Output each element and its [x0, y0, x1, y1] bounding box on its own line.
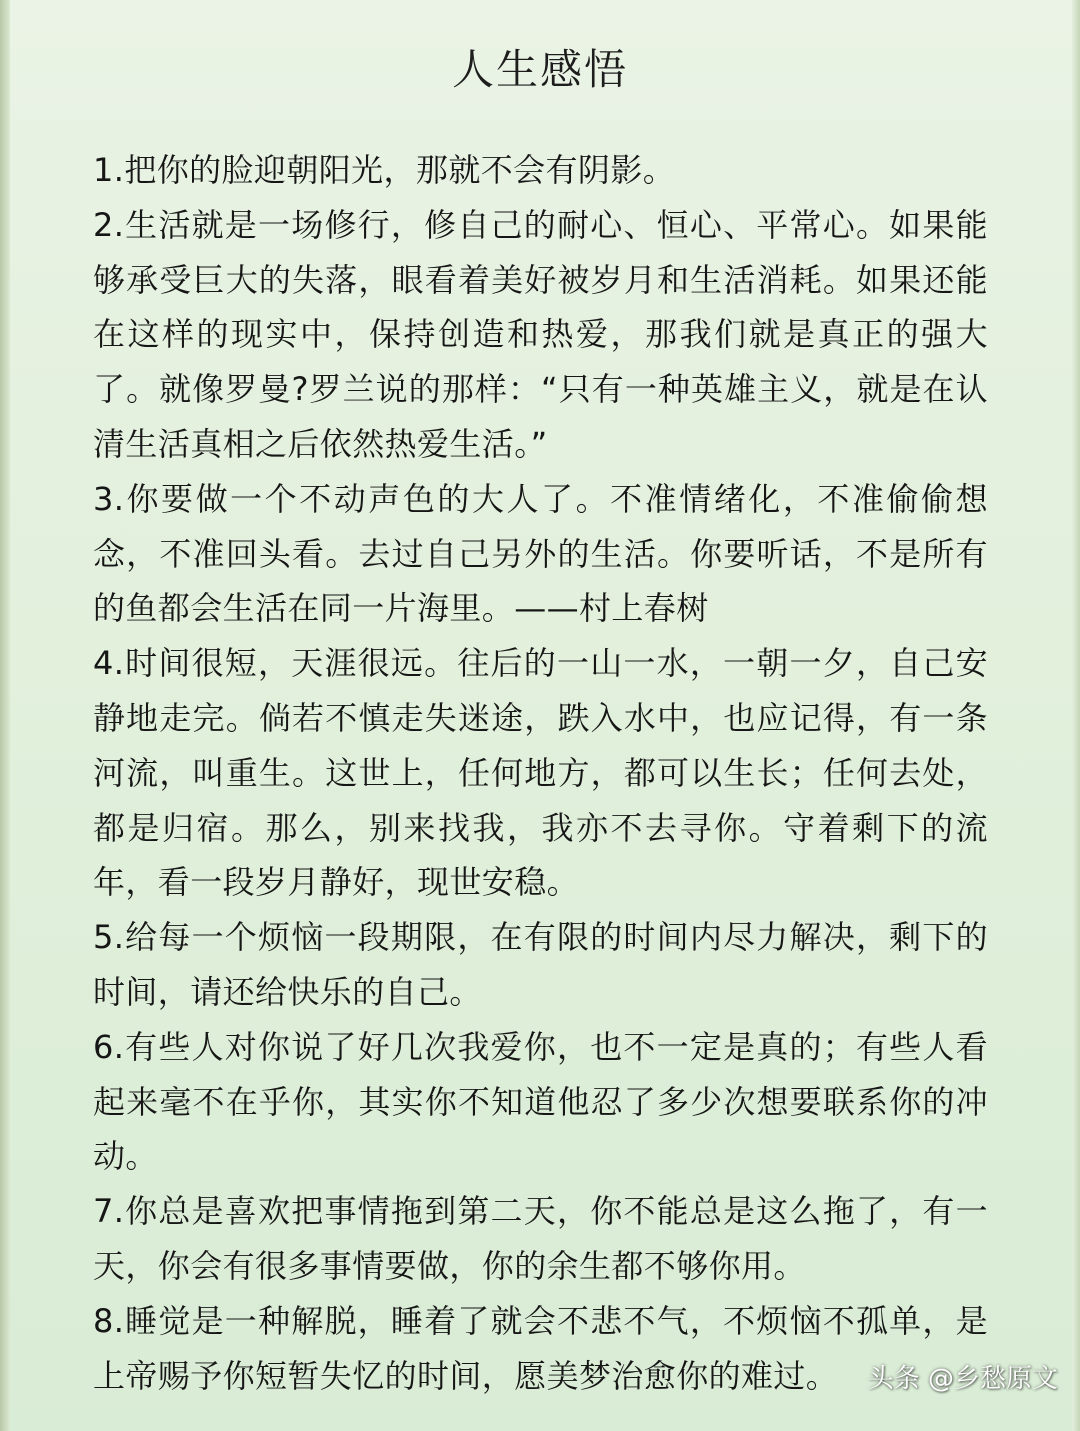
source-watermark: 头条 @乡愁原文: [867, 1364, 1058, 1394]
right-frame-edge: [1072, 0, 1080, 1431]
quote-item-8: 8.睡觉是一种解脱，睡着了就会不悲不气，不烦恼不孤单，是上帝赐予你短暂失忆的时间，愿美梦治愈你的难过。: [93, 1301, 988, 1395]
left-frame-edge: [0, 0, 10, 1431]
quote-list: [93, 143, 988, 1403]
quote-item-4: 4.时间很短，天涯很远。往后的一山一水，一朝一夕，自己安静地走完。倘若不慎走失迷途，跌入水中，也应记得，有一条河流，叫重生。这世上，任何地方，都可以生长；任何去处，都是归宿。那么，别来找我，我亦不去寻你。守着剩下的流年，看一段岁月静好，现世安稳。: [93, 644, 988, 902]
quote-item-2: 2.生活就是一场修行，修自己的耐心、恒心、平常心。如果能够承受巨大的失落，眼看着美好被岁月和生活消耗。如果还能在这样的现实中，保持创造和热爱，那我们就是真正的强大了。就像罗曼?罗兰说的那样：“只有一种英雄主义，就是在认清生活真相之后依然热爱生活。”: [93, 205, 988, 463]
quote-item-1: 1.把你的脸迎朝阳光，那就不会有阴影。: [93, 151, 676, 189]
quote-item-3: 3.你要做一个不动声色的大人了。不准情绪化，不准偷偷想念，不准回头看。去过自己另外的生活。你要听话，不是所有的鱼都会生活在同一片海里。——村上春树: [93, 479, 988, 628]
page-title: 人生感悟: [451, 45, 628, 94]
quote-item-6: 6.有些人对你说了好几次我爱你，也不一定是真的；有些人看起来毫不在乎你，其实你不知道他忍了多少次想要联系你的冲动。: [93, 1027, 988, 1176]
quote-item-7: 7.你总是喜欢把事情拖到第二天，你不能总是这么拖了，有一天，你会有很多事情要做，你的余生都不够你用。: [93, 1192, 988, 1285]
quote-item-5: 5.给每一个烦恼一段期限，在有限的时间内尽力解决，剩下的时间，请还给快乐的自己。: [93, 918, 988, 1011]
